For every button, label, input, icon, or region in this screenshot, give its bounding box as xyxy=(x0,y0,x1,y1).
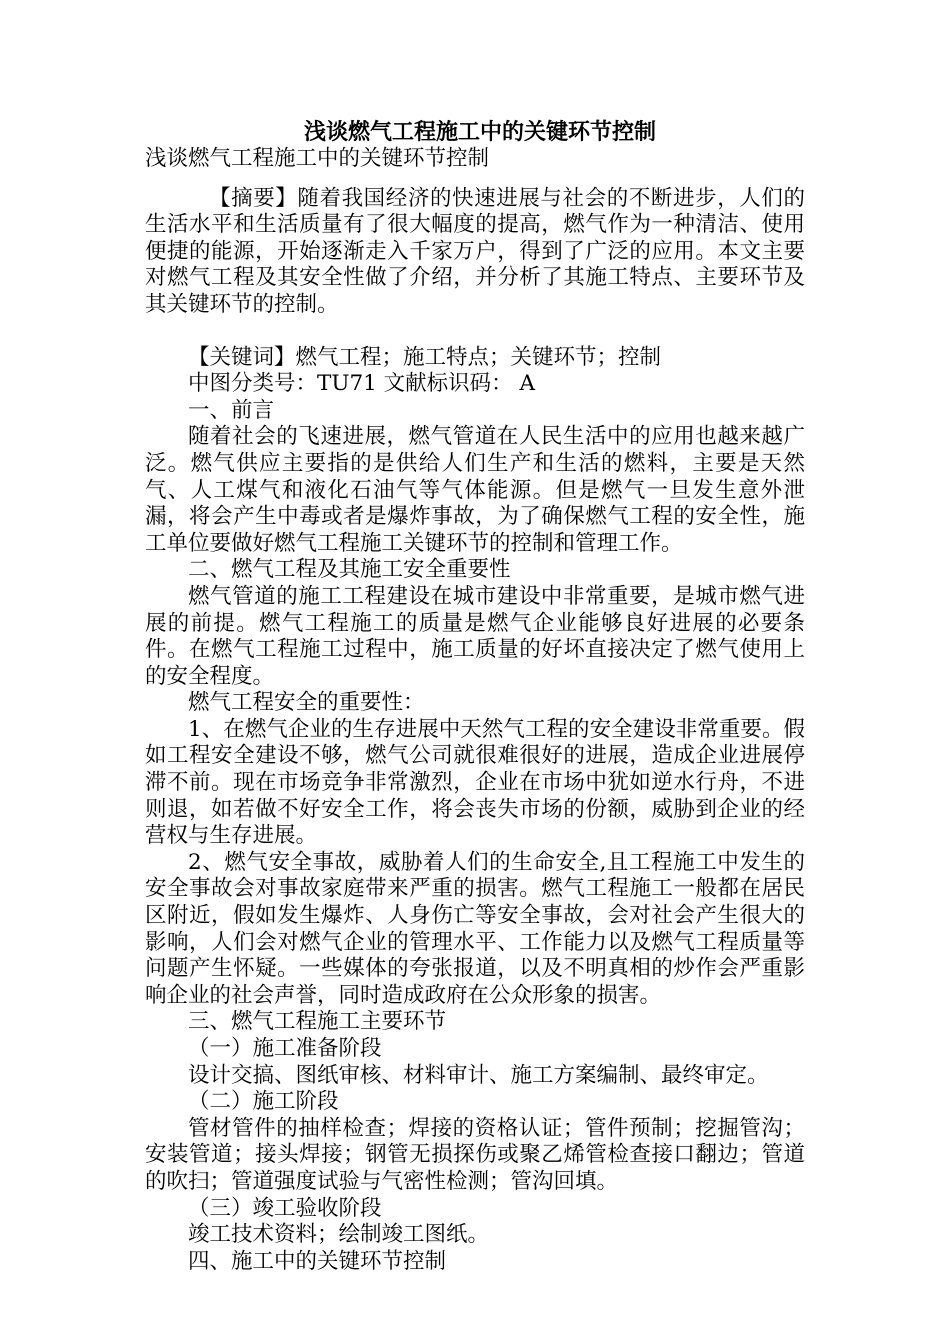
section-3-paragraph-1: 设计交搞、图纸审核、材料审计、施工方案编制、最终审定。 xyxy=(188,1062,769,1088)
section-1-paragraph: 随着社会的飞速进展，燃气管道在人民生活中的应用也越来越广泛。燃气供应主要指的是供给人们生产和生活的燃料，主要是天然气、人工煤气和液化石油气等气体能源。但是燃气一旦发生意外泄漏，将会产生中毒或者是爆炸事故，为了确保燃气工程的安全性，施工单位要做好燃气工程施工关键环节的控制和管理工作。 xyxy=(145,424,805,556)
section-3-subheading-3: （三）竣工验收阶段 xyxy=(188,1195,382,1221)
section-1-heading: 一、前言 xyxy=(188,397,275,423)
section-3-paragraph-3: 竣工技术资料；绘制竣工图纸。 xyxy=(188,1222,490,1248)
spacer xyxy=(145,319,805,345)
document-page xyxy=(145,118,805,1275)
section-2-heading: 二、燃气工程及其施工安全重要性 xyxy=(188,557,511,583)
document-title: 浅谈燃气工程施工中的关键环节控制 xyxy=(303,119,656,145)
section-3-paragraph-2: 管材管件的抽样检查；焊接的资格认证；管件预制；挖掘管沟；安装管道；接头焊接；钢管无损探伤或聚乙烯管检查接口翻边；管道的吹扫；管道强度试验与气密性检测；管沟回填。 xyxy=(145,1115,805,1194)
section-3-heading: 三、燃气工程施工主要环节 xyxy=(188,1009,447,1035)
section-2-paragraph-4: 2、燃气安全事故，威胁着人们的生命安全,且工程施工中发生的安全事故会对事故家庭带来严重的损害。燃气工程施工一般都在居民区附近，假如发生爆炸、人身伤亡等安全事故，会对社会产生很大的影响，人们会对燃气企业的管理水平、工作能力以及燃气工程质量等问题产生怀疑。一些媒体的夸张报道，以及不明真相的炒作会严重影响企业的社会声誉，同时造成政府在公众形象的损害。 xyxy=(145,849,805,1008)
keywords-line: 【关键词】燃气工程；施工特点；关键环节；控制 xyxy=(188,344,662,370)
section-2-paragraph-2: 燃气工程安全的重要性： xyxy=(188,690,425,716)
section-2-paragraph-1: 燃气管道的施工工程建设在城市建设中非常重要，是城市燃气进展的前提。燃气工程施工的质量是燃气企业能够良好进展的必要条件。在燃气工程施工过程中，施工质量的好坏直接决定了燃气使用上的安全程度。 xyxy=(145,583,805,689)
abstract-paragraph: 【摘要】随着我国经济的快速进展与社会的不断进步，人们的生活水平和生活质量有了很大幅度的提高，燃气作为一种清洁、使用便捷的能源，开始逐渐走入千家万户，得到了广泛的应用。本文主要对燃气工程及其安全性做了介绍，并分析了其施工特点、主要环节及其关键环节的控制。 xyxy=(145,185,805,317)
section-4-heading: 四、施工中的关键环节控制 xyxy=(188,1248,447,1274)
classification-line: 中图分类号：TU71 文献标识码： A xyxy=(188,371,536,397)
document-subtitle: 浅谈燃气工程施工中的关键环节控制 xyxy=(145,146,490,171)
section-3-subheading-1: （一）施工准备阶段 xyxy=(188,1036,382,1061)
section-3-subheading-2: （二）施工阶段 xyxy=(188,1089,339,1115)
section-2-paragraph-3: 1、在燃气企业的生存进展中天然气工程的安全建设非常重要。假如工程安全建设不够，燃气公司就很难很好的进展，造成企业进展停滞不前。现在市场竞争非常激烈，企业在市场中犹如逆水行舟，不进则退，如若做不好安全工作，将会丧失市场的份额，威胁到企业的经营权与生存进展。 xyxy=(145,716,805,849)
